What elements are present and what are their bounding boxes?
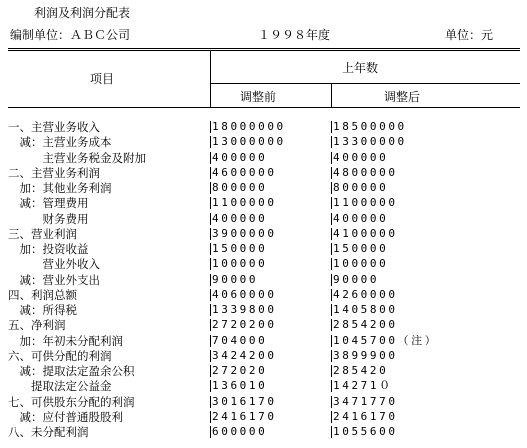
column-divider	[331, 152, 332, 164]
column-divider	[210, 228, 211, 240]
column-divider	[210, 152, 211, 164]
value-after: 150000	[333, 242, 389, 255]
column-divider	[210, 121, 211, 133]
table-row	[0, 120, 527, 134]
value-before: 4600000	[212, 165, 277, 179]
column-divider	[331, 213, 332, 225]
value-after: 1100000	[333, 196, 398, 210]
column-divider	[331, 228, 332, 240]
table-row	[0, 410, 527, 424]
column-divider	[210, 136, 211, 148]
value-before: 800000	[212, 181, 268, 194]
table-row	[0, 425, 527, 439]
value-after: 3471770	[333, 394, 398, 408]
row-label: 八、未分配利润	[8, 425, 89, 439]
row-label: 加：年初未分配利润	[8, 333, 123, 348]
value-after: 4100000	[333, 226, 398, 240]
table-row	[0, 166, 527, 180]
column-divider	[331, 411, 332, 423]
header-divider-1	[210, 50, 211, 107]
column-divider	[210, 182, 211, 194]
table-row	[0, 227, 527, 241]
company-label: 编制单位：ＡＢＣ公司	[10, 28, 131, 42]
table-row	[0, 318, 527, 332]
value-before: 272020	[212, 364, 268, 377]
value-after: 400000	[333, 150, 389, 164]
value-after: 800000	[333, 181, 389, 194]
table-top-rule	[8, 48, 520, 51]
column-header-item: 项目	[90, 72, 115, 86]
row-label: 二、主营业务利润	[8, 165, 100, 180]
value-before: 2720200	[212, 318, 277, 332]
column-divider	[331, 136, 332, 148]
value-before: 704000	[212, 333, 268, 347]
row-label: 七、可供股东分配的利润	[8, 394, 135, 409]
column-divider	[331, 289, 332, 301]
row-label: 加：投资收益	[8, 242, 89, 256]
column-divider	[210, 335, 211, 347]
value-before: 600000	[212, 425, 268, 438]
column-divider	[210, 213, 211, 225]
column-divider	[331, 167, 332, 179]
row-label: 加：其他业务利润	[8, 181, 112, 195]
table-row	[0, 196, 527, 210]
row-label: 减：营业外支出	[8, 272, 100, 287]
value-before: 150000	[212, 242, 268, 255]
value-after: 1045700（注）	[333, 333, 439, 347]
table-row	[0, 303, 527, 317]
value-after: 1405800	[333, 303, 398, 316]
value-after: 4800000	[333, 165, 398, 179]
column-divider	[210, 197, 211, 209]
column-divider	[210, 289, 211, 301]
value-before: 3424200	[212, 348, 277, 362]
column-divider	[331, 258, 332, 270]
column-divider	[331, 304, 332, 316]
value-after: 400000	[333, 211, 389, 225]
column-divider	[331, 121, 332, 133]
column-divider	[210, 426, 211, 438]
column-divider	[331, 426, 332, 438]
column-divider	[210, 350, 211, 362]
row-label: 减：应付普通股股利	[8, 409, 123, 424]
row-label: 减：提取法定盈余公积	[8, 364, 135, 378]
value-before: 1100000	[212, 196, 277, 210]
unit-label: 单位：元	[445, 28, 494, 42]
column-divider	[331, 274, 332, 286]
row-label: 三、营业利润	[8, 226, 77, 241]
column-divider	[331, 335, 332, 347]
column-divider	[210, 319, 211, 331]
value-after: 90000	[333, 272, 380, 286]
value-before: 136010	[212, 379, 268, 393]
table-row	[0, 395, 527, 409]
value-before: 4060000	[212, 287, 277, 301]
table-row	[0, 181, 527, 195]
column-divider	[210, 274, 211, 286]
column-divider	[331, 197, 332, 209]
column-divider	[331, 243, 332, 255]
value-before: 400000	[212, 150, 268, 164]
column-divider	[331, 396, 332, 408]
column-divider	[331, 350, 332, 362]
table-row	[0, 364, 527, 378]
value-after: 4260000	[333, 287, 398, 301]
table-row	[0, 273, 527, 287]
column-divider	[210, 258, 211, 270]
row-label: 主营业务税金及附加	[8, 150, 146, 165]
value-before: 18000000	[212, 120, 286, 133]
value-before: 3900000	[212, 226, 277, 240]
column-header-prior-year: 上年数	[342, 61, 379, 75]
table-row	[0, 379, 527, 393]
value-after: 2854200	[333, 318, 398, 332]
column-header-before: 调整前	[240, 90, 277, 104]
table-row	[0, 257, 527, 271]
year-label: １９９８年度	[258, 28, 331, 42]
row-label: 营业外收入	[8, 257, 100, 272]
header-divider-2	[331, 84, 332, 107]
table-row	[0, 349, 527, 363]
table-row	[0, 151, 527, 165]
column-divider	[210, 365, 211, 377]
column-header-after: 调整后	[384, 90, 421, 104]
row-label: 提取法定公益金	[8, 379, 112, 394]
table-row	[0, 212, 527, 226]
value-before: 1339800	[212, 303, 277, 316]
row-label: 一、主营业务收入	[8, 120, 100, 134]
value-after: 18500000	[333, 120, 407, 133]
header-bottom-rule	[8, 107, 520, 108]
table-row	[0, 334, 527, 348]
value-after: 285420	[333, 364, 389, 377]
value-before: 2416170	[212, 409, 277, 423]
column-divider	[210, 243, 211, 255]
column-divider	[331, 182, 332, 194]
row-label: 六、可供分配的利润	[8, 348, 112, 363]
row-label: 财务费用	[8, 211, 89, 226]
value-before: 13000000	[212, 135, 286, 149]
value-before: 400000	[212, 211, 268, 225]
table-row	[0, 288, 527, 302]
row-label: 减：管理费用	[8, 196, 89, 211]
value-after: 100000	[333, 257, 389, 271]
report-title: 利润及利润分配表	[34, 6, 131, 20]
column-divider	[210, 396, 211, 408]
row-label: 四、利润总额	[8, 287, 77, 302]
value-after: 3899900	[333, 348, 398, 362]
column-divider	[210, 380, 211, 392]
row-label: 减：主营业务成本	[8, 135, 112, 150]
value-after: 2416170	[333, 409, 398, 423]
column-divider	[331, 365, 332, 377]
row-label: 减：所得税	[8, 303, 77, 317]
value-after: 13300000	[333, 135, 407, 149]
table-row	[0, 242, 527, 256]
column-divider	[210, 167, 211, 179]
column-divider	[331, 319, 332, 331]
value-before: 100000	[212, 257, 268, 271]
table-row	[0, 135, 527, 149]
value-after: 14271０	[333, 379, 393, 393]
row-label: 五、净利润	[8, 318, 66, 333]
column-divider	[210, 304, 211, 316]
column-divider	[210, 411, 211, 423]
value-after: 1055600	[333, 425, 398, 438]
value-before: 90000	[212, 272, 259, 286]
column-divider	[331, 380, 332, 392]
subheader-rule	[210, 83, 520, 84]
value-before: 3016170	[212, 394, 277, 408]
